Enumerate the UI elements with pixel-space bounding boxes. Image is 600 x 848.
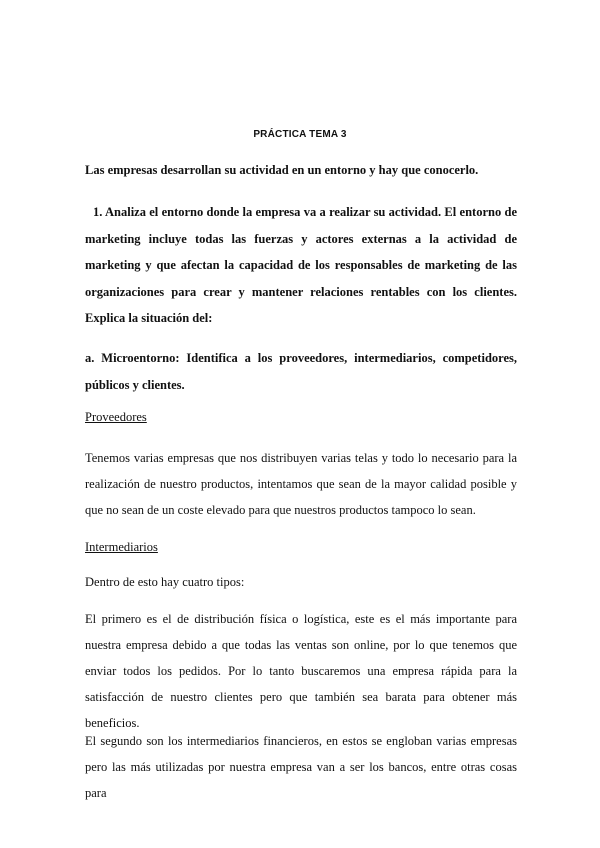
page-title: PRÁCTICA TEMA 3 <box>253 129 347 140</box>
heading-intermediarios: Intermediarios <box>85 540 158 554</box>
paragraph-segundo: El segundo son los intermediarios financieros, en estos se engloban varias empresas pero las más utilizadas por nuestra empresa van a ser los bancos, entre otras cosas para <box>85 734 517 800</box>
question-1: 1. Analiza el entorno donde la empresa va a realizar su actividad. El entorno de marketing incluye todas las fuerzas y actores externas a la actividad de marketing y que afectan la capacidad de los responsables de marketing de las organizaciones para crear y mantener relaciones rentables con los clientes. Explica la situación del: <box>85 205 517 325</box>
heading-proveedores: Proveedores <box>85 410 147 424</box>
question-1a: a. Microentorno: Identifica a los proveedores, intermediarios, competidores, públicos y clientes. <box>85 351 517 392</box>
intro-statement: Las empresas desarrollan su actividad en un entorno y hay que conocerlo. <box>85 163 479 177</box>
paragraph-tipos: Dentro de esto hay cuatro tipos: <box>85 575 245 589</box>
paragraph-primero: El primero es el de distribución física o logística, este es el más importante para nuestra empresa debido a que todas las ventas son online, por lo que tenemos que enviar todos los pedidos. Por lo tanto buscaremos una empresa rápida para la satisfacción de nuestro clientes pero que también sea barata para obtener más beneficios. <box>85 612 517 730</box>
paragraph-proveedores: Tenemos varias empresas que nos distribuyen varias telas y todo lo necesario para la realización de nuestro productos, intentamos que sean de la mayor calidad posible y que no sean de un coste elevado para que nuestros productos tampoco lo sean. <box>85 451 517 517</box>
